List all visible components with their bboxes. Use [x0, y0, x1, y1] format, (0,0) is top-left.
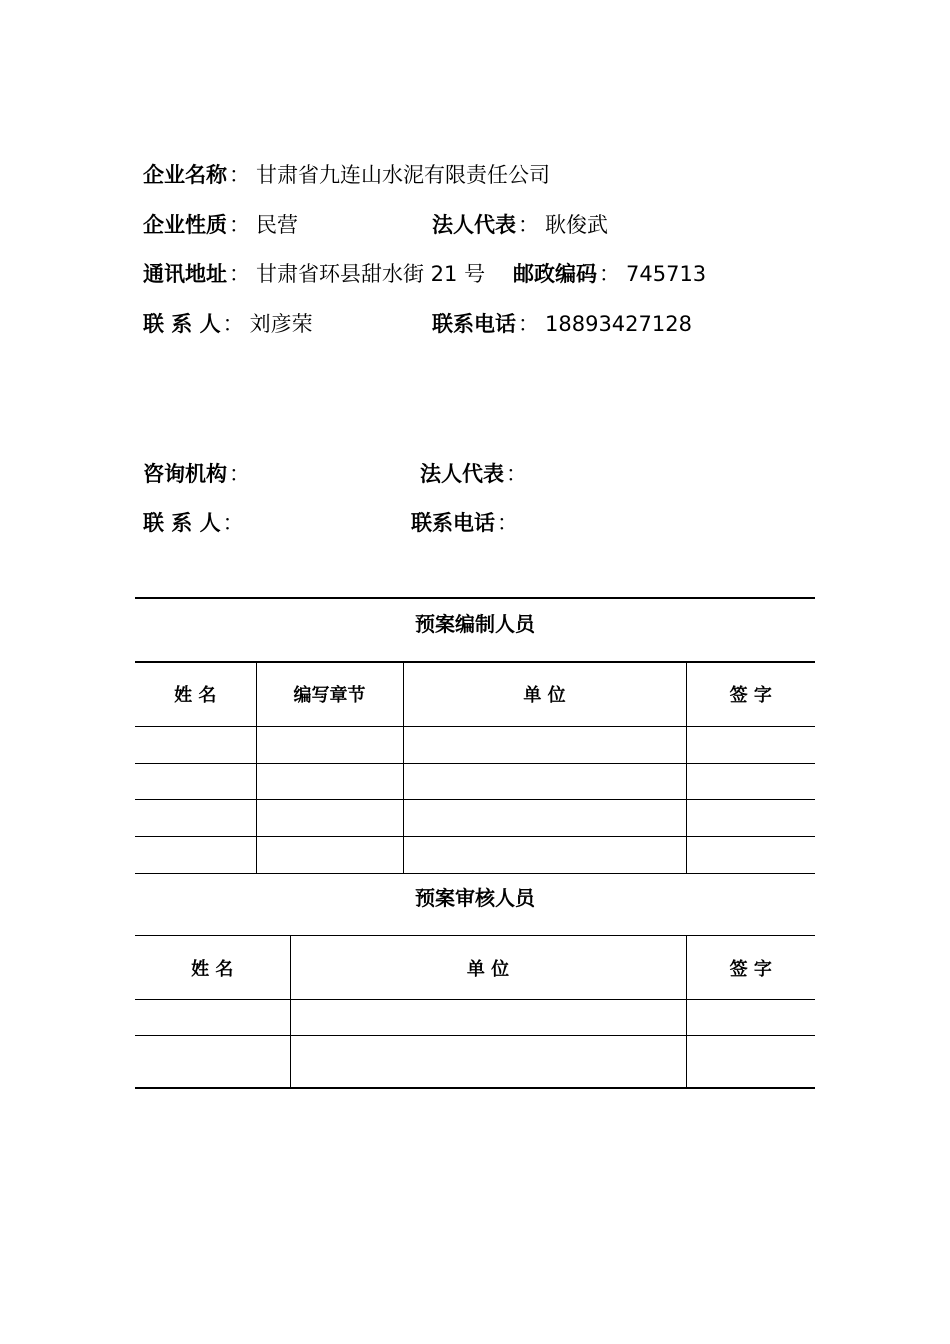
colon: ： — [229, 163, 250, 187]
cell-name[interactable] — [135, 799, 256, 836]
company-address-value: 甘肃省环县甜水街 21 号 — [256, 262, 486, 286]
cell-chapter[interactable] — [256, 799, 403, 836]
company-nature-value: 民营 — [256, 213, 298, 237]
consultancy-contact-label: 联 系 人 — [143, 511, 221, 535]
consultancy-phone-label: 联系电话 — [411, 511, 495, 535]
colon: ： — [497, 511, 518, 535]
company-postcode-value: 745713 — [626, 262, 707, 286]
consultancy-org-label: 咨询机构 — [143, 462, 227, 486]
cell-chapter[interactable] — [256, 836, 403, 873]
cell-name[interactable] — [135, 836, 256, 873]
company-postcode-label: 邮政编码 — [513, 262, 597, 286]
table-row — [135, 799, 815, 836]
cell-name[interactable] — [135, 1036, 290, 1088]
company-address-line — [143, 260, 485, 288]
table-row — [135, 1036, 815, 1088]
company-contact-value: 刘彦荣 — [249, 312, 313, 336]
table-row — [135, 1000, 815, 1036]
cell-name[interactable] — [135, 763, 256, 799]
colon: ： — [599, 262, 620, 286]
editors-table — [135, 661, 815, 874]
company-legal-rep-label: 法人代表 — [432, 213, 516, 237]
company-contact-line — [143, 310, 313, 338]
cell-unit[interactable] — [403, 836, 686, 873]
reviewers-header-row — [135, 936, 815, 1000]
header-name: 姓 名 — [135, 662, 256, 726]
cell-unit[interactable] — [290, 1000, 686, 1036]
header-chapter: 编写章节 — [256, 662, 403, 726]
colon: ： — [229, 213, 250, 237]
header-signature: 签 字 — [686, 662, 815, 726]
cell-signature[interactable] — [686, 1036, 815, 1088]
table-row — [135, 836, 815, 873]
cell-signature[interactable] — [686, 1000, 815, 1036]
editors-title: 预案编制人员 — [415, 612, 535, 636]
company-postcode-line — [513, 260, 706, 288]
colon: ： — [506, 462, 527, 486]
table-row — [135, 726, 815, 763]
header-unit: 单 位 — [290, 936, 686, 1000]
company-phone-value: 18893427128 — [545, 312, 692, 336]
cell-unit[interactable] — [403, 799, 686, 836]
company-contact-label: 联 系 人 — [143, 312, 221, 336]
table-row — [135, 763, 815, 799]
cell-name[interactable] — [135, 726, 256, 763]
cell-chapter[interactable] — [256, 763, 403, 799]
header-name: 姓 名 — [135, 936, 290, 1000]
cell-unit[interactable] — [290, 1036, 686, 1088]
consultancy-legal-rep-line — [420, 460, 533, 488]
company-address-label: 通讯地址 — [143, 262, 227, 286]
colon: ： — [222, 312, 244, 336]
company-name-line — [143, 161, 550, 189]
reviewers-title: 预案审核人员 — [415, 886, 535, 910]
company-legal-rep-value: 耿俊武 — [545, 213, 608, 237]
company-name-label: 企业名称 — [143, 163, 227, 187]
cell-signature[interactable] — [686, 799, 815, 836]
company-nature-label: 企业性质 — [143, 213, 227, 237]
colon: ： — [518, 312, 539, 336]
cell-signature[interactable] — [686, 763, 815, 799]
header-signature: 签 字 — [686, 936, 815, 1000]
company-nature-line — [143, 211, 298, 239]
reviewers-table — [135, 935, 815, 1089]
colon: ： — [229, 262, 250, 286]
consultancy-phone-line — [411, 509, 524, 537]
editors-header-row — [135, 662, 815, 726]
cell-unit[interactable] — [403, 726, 686, 763]
cell-name[interactable] — [135, 1000, 290, 1036]
company-name-value: 甘肃省九连山水泥有限责任公司 — [256, 163, 550, 187]
colon: ： — [222, 511, 244, 535]
consultancy-legal-rep-label: 法人代表 — [420, 462, 504, 486]
cell-chapter[interactable] — [256, 726, 403, 763]
colon: ： — [229, 462, 250, 486]
consultancy-org-line — [143, 460, 256, 488]
header-unit: 单 位 — [403, 662, 686, 726]
cell-signature[interactable] — [686, 726, 815, 763]
consultancy-contact-line — [143, 509, 250, 537]
company-phone-label: 联系电话 — [432, 312, 516, 336]
cell-unit[interactable] — [403, 763, 686, 799]
editors-top-rule — [135, 597, 815, 599]
cell-signature[interactable] — [686, 836, 815, 873]
colon: ： — [518, 213, 539, 237]
company-legal-rep-line — [432, 211, 608, 239]
company-phone-line — [432, 310, 692, 338]
